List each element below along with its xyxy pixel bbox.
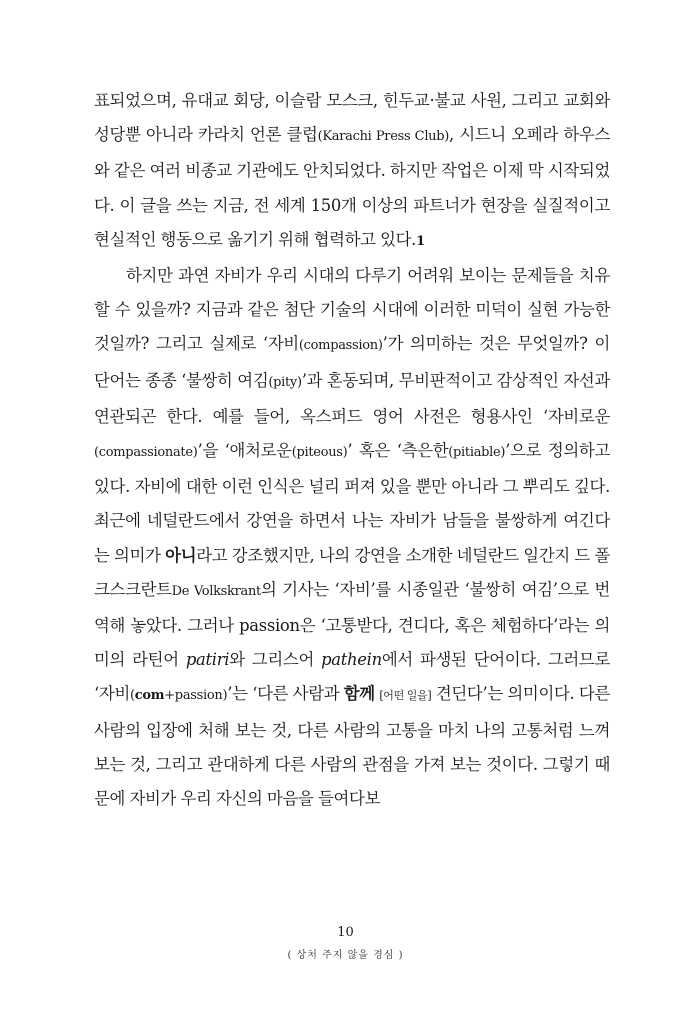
english-term: +passion) (164, 688, 228, 704)
text-run: 라고 강조했지만, 나의 강연을 소개한 네덜란드 일간지 드 폴크스크란트 (94, 545, 610, 599)
text-run: 의 기사는 ‘자비’를 시종일관 ‘불쌍히 여김’으로 번역해 놓았다. 그러나 passion은 ‘고통받다, 견디다, 혹은 체험하다’라는 의미의 라틴어 (94, 579, 610, 670)
latin-term: patiri (185, 650, 230, 670)
text-run: ’과 혼동되며, 무비판적이고 감상적인 자선과 연관되곤 한다. 예를 들어, 옥스퍼드 영어 사전은 형용사인 ‘자비로운 (94, 370, 610, 426)
paragraph-2 (94, 259, 610, 816)
text-run: 견딘다’는 의미이다. 다른 사람의 입장에 처해 보는 것, 다른 사람의 고통을 마치 나의 고통처럼 느껴 보는 것, 그리고 관대하게 다른 사람의 관점을 가져 보는 것이다. 그렇기 때문에 자비가 우리 자신의 마음을 들여다보 (94, 684, 610, 809)
text-run: ’가 의미하는 것은 무엇일까? 이 단어는 종종 ‘불쌍히 여김 (94, 334, 610, 390)
body-text (94, 84, 610, 816)
text-run: , 시드니 오페라 하우스와 같은 여러 비종교 기관에도 안치되었다. 하지만 작업은 이제 막 시작되었다. 이 글을 쓰는 지금, 전 세계 150개 이상의 파트너가 현장을 실질적이고 현실적인 행동으로 옮기기 위해 협력하고 있다. (94, 125, 610, 249)
text-run: ’ 혹은 ‘측은한 (347, 441, 449, 461)
text-run: 하지만 과연 자비가 우리 시대의 다루기 어려워 보이는 문제들을 치유할 수 있을까? 지금과 같은 첨단 기술의 시대에 이러한 미덕이 실현 가능한 것일까? 그리고 실제로 ‘자비 (94, 266, 610, 354)
english-term: (pitiable) (448, 445, 506, 461)
text-run: ’는 ‘다른 사람과 (227, 684, 344, 704)
english-term: (Karachi Press Club) (317, 129, 450, 145)
emphasis-bold: com (134, 688, 165, 704)
text-run: 에서 파생된 단어이다. 그러므로 ‘자비 (94, 650, 610, 704)
bracket-note: [어떤 일을] (379, 689, 432, 703)
text-run: 표되었으며, 유대교 회당, 이슬람 모스크, 힌두교·불교 사원, 그리고 교회와 성당뿐 아니라 카라치 언론 클럽 (94, 91, 610, 145)
running-title: ( 상처 주지 않을 경심 ) (287, 950, 404, 961)
greek-term: pathein (321, 650, 382, 670)
footnote-marker: 1 (416, 233, 425, 249)
english-term: (compassionate) (94, 445, 198, 461)
english-term: (pity) (268, 374, 302, 390)
text-run: ’을 ‘애처로운 (197, 441, 292, 461)
emphasis-bold: 아니 (165, 545, 197, 565)
text-run: 와 그리스어 (229, 650, 322, 670)
paragraph-1 (94, 84, 610, 259)
text-run: ’으로 정의하고 있다. 자비에 대한 이런 인식은 널리 퍼져 있을 뿐만 아니라 그 뿌리도 깊다. 최근에 네덜란드에서 강연을 하면서 나는 자비가 남들을 불쌍하게 여긴다는 의미가 (94, 441, 610, 565)
page-number: 10 (337, 925, 354, 940)
english-term: (piteous) (291, 445, 348, 461)
english-term: ( (129, 688, 135, 704)
english-term: De Volkskrant (171, 583, 261, 599)
emphasis-bold: 함께 (343, 684, 375, 704)
english-term: (compassion) (298, 338, 383, 354)
